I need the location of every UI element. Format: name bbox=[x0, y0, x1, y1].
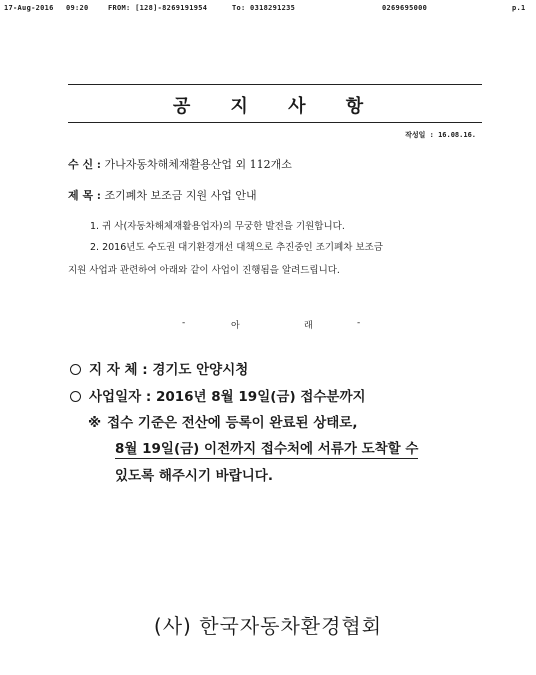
item-business-date bbox=[70, 385, 366, 405]
title-bottom-rule bbox=[68, 122, 482, 123]
recipient-label: 수 신 : bbox=[68, 158, 101, 171]
below-char-rae: 래 bbox=[304, 321, 313, 331]
fax-from: FROM: [128]-8269191954 bbox=[108, 4, 208, 12]
recipient-line bbox=[68, 156, 292, 172]
below-right-dash: - bbox=[357, 318, 361, 328]
item-local-government bbox=[70, 358, 248, 378]
reference-mark-icon: ※ bbox=[88, 415, 102, 431]
title-top-rule bbox=[68, 84, 482, 85]
note-text-1: 접수 기준은 전산에 등록이 완료된 상태로, bbox=[107, 415, 358, 431]
fax-page: p.1 bbox=[512, 4, 526, 12]
paragraph-2-line-1: 2. 2016년도 수도권 대기환경개선 대책으로 추진중인 조기폐차 보조금 bbox=[90, 242, 383, 253]
paragraph-1: 1. 귀 사(자동차해체재활용업자)의 무궁한 발전을 기원합니다. bbox=[90, 221, 345, 232]
below-left-dash: - bbox=[182, 318, 186, 328]
document-title: 공 지 사 항 bbox=[172, 96, 381, 117]
created-date: 작성일 : 16.08.16. bbox=[405, 131, 476, 139]
note-line-2 bbox=[115, 437, 418, 457]
subject-value: 조기폐차 보조금 지원 사업 안내 bbox=[104, 189, 257, 202]
note-text-2: 8월 19일(금) 이전까지 접수처에 서류가 도착할 수 bbox=[115, 441, 419, 457]
fax-to: To: 0318291235 bbox=[232, 4, 296, 12]
bullet-circle-icon bbox=[70, 391, 81, 402]
below-char-a: 아 bbox=[231, 321, 240, 331]
organization-name: (사) 한국자동차환경협회 bbox=[153, 614, 383, 638]
bullet-circle-icon bbox=[70, 364, 81, 375]
paragraph-2-line-2: 지원 사업과 관련하여 아래와 같이 사업이 진행됨을 알려드립니다. bbox=[68, 265, 340, 276]
item-1-text: 지 자 체 : 경기도 안양시청 bbox=[89, 362, 249, 378]
note-line-3: 있도록 해주시기 바랍니다. bbox=[115, 468, 273, 484]
fax-time: 09:20 bbox=[66, 4, 89, 12]
recipient-value: 가나자동차해체재활용산업 외 112개소 bbox=[104, 158, 292, 171]
fax-number: 0269695000 bbox=[382, 4, 428, 12]
note-line-1 bbox=[88, 411, 357, 431]
subject-line bbox=[68, 187, 257, 203]
fax-date: 17-Aug-2016 bbox=[4, 4, 54, 12]
item-2-text: 사업일자 : 2016년 8월 19일(금) 접수분까지 bbox=[89, 389, 366, 405]
subject-label: 제 목 : bbox=[68, 189, 101, 202]
